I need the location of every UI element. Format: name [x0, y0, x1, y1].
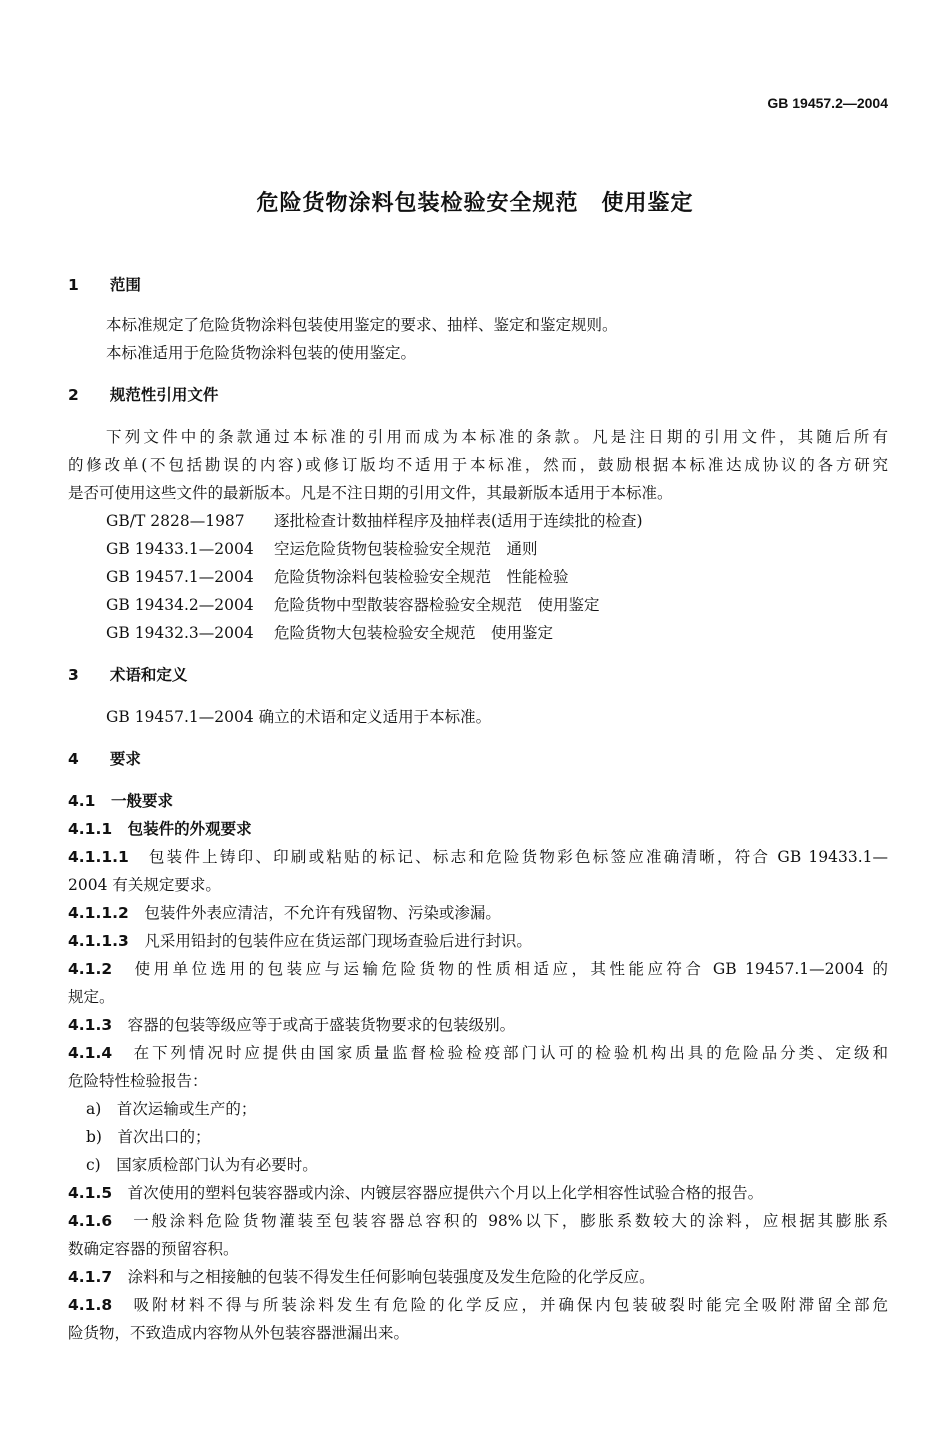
paragraph: 下列文件中的条款通过本标准的引用而成为本标准的条款。凡是注日期的引用文件，其随后所有 — [106, 428, 888, 446]
paragraph: 是否可使用这些文件的最新版本。凡是不注日期的引用文件，其最新版本适用于本标准。 — [68, 484, 673, 502]
clause-4-1-2 — [68, 958, 888, 980]
reference-title: 危险货物中型散装容器检验安全规范 使用鉴定 — [274, 596, 600, 614]
document-title: 危险货物涂料包装检验安全规范 使用鉴定 — [256, 191, 694, 216]
reference-item — [106, 538, 926, 560]
list-item — [86, 1154, 906, 1176]
clause-number: 4.1.5 — [68, 1184, 113, 1202]
section-number: 4 — [68, 750, 79, 768]
list-marker: a) — [86, 1100, 102, 1118]
section-number: 3 — [68, 666, 79, 684]
reference-code: GB 19457.1—2004 — [106, 568, 254, 586]
paragraph: GB 19457.1—2004 确立的术语和定义适用于本标准。 — [106, 708, 492, 726]
section-number: 2 — [68, 386, 79, 404]
reference-item — [106, 594, 926, 616]
reference-title: 危险货物涂料包装检验安全规范 性能检验 — [274, 568, 569, 586]
clause-text-continued: 2004 有关规定要求。 — [68, 876, 221, 894]
clause-4-1-8 — [68, 1294, 888, 1316]
section-title: 范围 — [109, 276, 141, 294]
reference-item — [106, 622, 926, 644]
section-number: 1 — [68, 276, 79, 294]
list-marker: c) — [86, 1156, 101, 1174]
clause-text: 吸附材料不得与所装涂料发生有危险的化学反应，并确保内包装破裂时能完全吸附滞留全部危 — [133, 1296, 888, 1314]
reference-title: 逐批检查计数抽样程序及抽样表(适用于连续批的检查) — [274, 512, 643, 530]
reference-item — [106, 566, 926, 588]
paragraph: 本标准规定了危险货物涂料包装使用鉴定的要求、抽样、鉴定和鉴定规则。 — [106, 316, 618, 334]
clause-text: 一般涂料危险货物灌装至包装容器总容积的 98%以下，膨胀系数较大的涂料，应根据其膨胀系 — [133, 1212, 888, 1230]
clause-4-1-heading — [68, 790, 888, 812]
clause-text: 使用单位选用的包装应与运输危险货物的性质相适应，其性能应符合 GB 19457.1—2004 的 — [134, 960, 888, 978]
reference-code: GB 19432.3—2004 — [106, 624, 254, 642]
section-title: 规范性引用文件 — [109, 386, 219, 404]
clause-number: 4.1.1.1 — [68, 848, 129, 866]
section-4-heading — [68, 748, 888, 770]
clause-text-continued: 危险特性检验报告： — [68, 1072, 208, 1090]
standard-number-header: GB 19457.2—2004 — [767, 95, 888, 111]
clause-number: 4.1.1.3 — [68, 932, 129, 950]
list-text: 国家质检部门认为有必要时。 — [116, 1156, 318, 1174]
clause-number: 4.1.7 — [68, 1268, 113, 1286]
clause-text-continued: 数确定容器的预留容积。 — [68, 1240, 239, 1258]
clause-number: 4.1.6 — [68, 1212, 113, 1230]
clause-number: 4.1 — [68, 792, 96, 810]
clause-4-1-1-2 — [68, 902, 888, 924]
clause-4-1-1-1 — [68, 846, 888, 868]
reference-code: GB 19433.1—2004 — [106, 540, 254, 558]
clause-number: 4.1.2 — [68, 960, 113, 978]
section-title: 要求 — [109, 750, 141, 768]
clause-text-continued: 险货物，不致造成内容物从外包装容器泄漏出来。 — [68, 1324, 410, 1342]
clause-text: 容器的包装等级应等于或高于盛装货物要求的包装级别。 — [127, 1016, 516, 1034]
clause-4-1-7 — [68, 1266, 888, 1288]
clause-4-1-3 — [68, 1014, 888, 1036]
paragraph: 的修改单(不包括勘误的内容)或修订版均不适用于本标准，然而，鼓励根据本标准达成协议的各方研究 — [68, 456, 888, 474]
clause-4-1-4 — [68, 1042, 888, 1064]
clause-text: 包装件外表应清洁，不允许有残留物、污染或渗漏。 — [144, 904, 501, 922]
clause-number: 4.1.4 — [68, 1044, 113, 1062]
clause-text-continued: 规定。 — [68, 988, 115, 1006]
reference-title: 空运危险货物包装检验安全规范 通则 — [274, 540, 538, 558]
list-text: 首次出口的； — [117, 1128, 211, 1146]
clause-text: 涂料和与之相接触的包装不得发生任何影响包装强度及发生危险的化学反应。 — [127, 1268, 655, 1286]
list-marker: b) — [86, 1128, 102, 1146]
clause-title: 一般要求 — [110, 792, 173, 810]
section-1-heading — [68, 274, 888, 296]
clause-number: 4.1.1 — [68, 820, 113, 838]
section-title: 术语和定义 — [109, 666, 188, 684]
clause-number: 4.1.3 — [68, 1016, 113, 1034]
clause-text: 凡采用铅封的包装件应在货运部门现场查验后进行封识。 — [144, 932, 532, 950]
paragraph: 本标准适用于危险货物涂料包装的使用鉴定。 — [106, 344, 417, 362]
list-item — [86, 1126, 906, 1148]
clause-4-1-1-3 — [68, 930, 888, 952]
list-item — [86, 1098, 906, 1120]
reference-item — [106, 510, 926, 532]
clause-4-1-6 — [68, 1210, 888, 1232]
reference-title: 危险货物大包装检验安全规范 使用鉴定 — [274, 624, 554, 642]
clause-number: 4.1.8 — [68, 1296, 113, 1314]
section-2-heading — [68, 384, 888, 406]
clause-text: 首次使用的塑料包装容器或内涂、内镀层容器应提供六个月以上化学相容性试验合格的报告。 — [127, 1184, 764, 1202]
reference-code: GB/T 2828—1987 — [106, 512, 245, 530]
section-3-heading — [68, 664, 888, 686]
clause-text: 在下列情况时应提供由国家质量监督检验检疫部门认可的检验机构出具的危险品分类、定级和 — [133, 1044, 888, 1062]
clause-4-1-1-heading — [68, 818, 888, 840]
list-text: 首次运输或生产的； — [116, 1100, 257, 1118]
clause-4-1-5 — [68, 1182, 888, 1204]
clause-number: 4.1.1.2 — [68, 904, 129, 922]
clause-title: 包装件的外观要求 — [127, 820, 252, 838]
clause-text: 包装件上铸印、印刷或粘贴的标记、标志和危险货物彩色标签应准确清晰，符合 GB 19433.1— — [148, 848, 888, 866]
reference-code: GB 19434.2—2004 — [106, 596, 254, 614]
